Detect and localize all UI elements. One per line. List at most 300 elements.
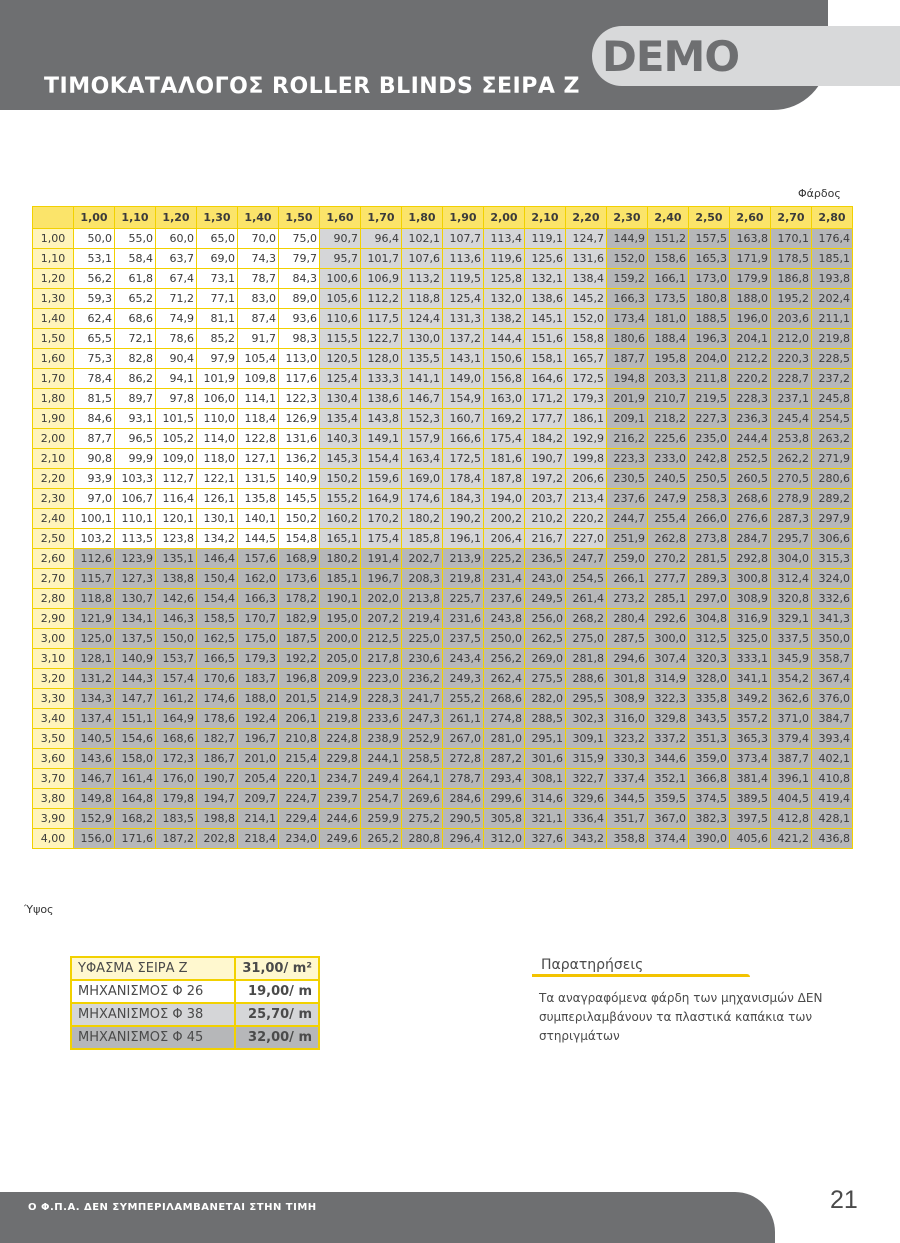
price-cell: 179,3 — [238, 649, 279, 669]
price-cell: 147,7 — [115, 689, 156, 709]
price-cell: 169,2 — [484, 409, 525, 429]
price-cell: 195,0 — [320, 609, 361, 629]
price-cell: 138,2 — [484, 309, 525, 329]
price-cell: 172,3 — [156, 749, 197, 769]
price-cell: 290,5 — [443, 809, 484, 829]
price-cell: 159,2 — [607, 269, 648, 289]
price-cell: 170,2 — [361, 509, 402, 529]
width-header-cell: 2,60 — [730, 207, 771, 229]
price-cell: 201,5 — [279, 689, 320, 709]
price-cell: 143,1 — [443, 349, 484, 369]
price-cell: 135,4 — [320, 409, 361, 429]
price-cell: 209,1 — [607, 409, 648, 429]
price-cell: 196,0 — [730, 309, 771, 329]
price-cell: 202,0 — [361, 589, 402, 609]
price-cell: 173,0 — [689, 269, 730, 289]
price-cell: 63,7 — [156, 249, 197, 269]
price-cell: 65,0 — [197, 229, 238, 249]
price-cell: 65,5 — [74, 329, 115, 349]
height-header-cell: 2,00 — [33, 429, 74, 449]
price-cell: 352,1 — [648, 769, 689, 789]
price-cell: 84,3 — [279, 269, 320, 289]
price-cell: 275,5 — [525, 669, 566, 689]
price-cell: 140,1 — [238, 509, 279, 529]
price-cell: 121,9 — [74, 609, 115, 629]
price-cell: 287,3 — [771, 509, 812, 529]
price-cell: 211,1 — [812, 309, 853, 329]
table-row — [33, 429, 853, 449]
price-cell: 134,1 — [115, 609, 156, 629]
price-cell: 312,0 — [484, 829, 525, 849]
width-header-cell: 1,40 — [238, 207, 279, 229]
price-cell: 146,7 — [74, 769, 115, 789]
width-header-cell: 1,10 — [115, 207, 156, 229]
price-cell: 359,5 — [648, 789, 689, 809]
price-cell: 296,4 — [443, 829, 484, 849]
price-cell: 145,1 — [525, 309, 566, 329]
price-cell: 145,5 — [279, 489, 320, 509]
price-cell: 143,6 — [74, 749, 115, 769]
price-cell: 278,9 — [771, 489, 812, 509]
price-cell: 330,3 — [607, 749, 648, 769]
price-cell: 268,6 — [484, 689, 525, 709]
price-cell: 176,4 — [812, 229, 853, 249]
price-cell: 219,4 — [402, 609, 443, 629]
price-cell: 203,3 — [648, 369, 689, 389]
price-cell: 327,6 — [525, 829, 566, 849]
price-cell: 306,6 — [812, 529, 853, 549]
price-cell: 141,1 — [402, 369, 443, 389]
price-cell: 402,1 — [812, 749, 853, 769]
price-cell: 243,8 — [484, 609, 525, 629]
price-cell: 138,6 — [361, 389, 402, 409]
price-cell: 157,5 — [689, 229, 730, 249]
price-cell: 187,7 — [607, 349, 648, 369]
price-cell: 94,1 — [156, 369, 197, 389]
price-cell: 254,7 — [361, 789, 402, 809]
width-header-cell: 1,20 — [156, 207, 197, 229]
price-cell: 201,9 — [607, 389, 648, 409]
notes-title: Παρατηρήσεις — [541, 957, 644, 973]
price-cell: 220,1 — [279, 769, 320, 789]
height-header-cell: 2,20 — [33, 469, 74, 489]
price-cell: 210,2 — [525, 509, 566, 529]
height-header-cell: 4,00 — [33, 829, 74, 849]
price-cell: 154,8 — [279, 529, 320, 549]
price-cell: 166,3 — [238, 589, 279, 609]
table-row — [33, 289, 853, 309]
price-cell: 126,1 — [197, 489, 238, 509]
price-cell: 187,5 — [279, 629, 320, 649]
price-cell: 53,1 — [74, 249, 115, 269]
price-cell: 149,8 — [74, 789, 115, 809]
price-cell: 359,0 — [689, 749, 730, 769]
price-cell: 78,7 — [238, 269, 279, 289]
width-header-cell: 1,90 — [443, 207, 484, 229]
price-cell: 133,3 — [361, 369, 402, 389]
price-cell: 175,0 — [238, 629, 279, 649]
price-cell: 292,8 — [730, 549, 771, 569]
price-cell: 341,1 — [730, 669, 771, 689]
price-cell: 315,3 — [812, 549, 853, 569]
price-cell: 204,1 — [730, 329, 771, 349]
price-cell: 295,1 — [525, 729, 566, 749]
price-cell: 179,8 — [156, 789, 197, 809]
price-cell: 112,2 — [361, 289, 402, 309]
price-cell: 134,2 — [197, 529, 238, 549]
price-cell: 237,6 — [484, 589, 525, 609]
price-cell: 158,6 — [648, 249, 689, 269]
price-cell: 219,5 — [689, 389, 730, 409]
price-cell: 144,4 — [484, 329, 525, 349]
width-header-cell: 2,80 — [812, 207, 853, 229]
price-cell: 249,4 — [361, 769, 402, 789]
price-cell: 107,7 — [443, 229, 484, 249]
price-cell: 132,0 — [484, 289, 525, 309]
price-cell: 122,7 — [361, 329, 402, 349]
price-cell: 225,0 — [402, 629, 443, 649]
height-header-cell: 2,40 — [33, 509, 74, 529]
price-cell: 109,8 — [238, 369, 279, 389]
price-cell: 178,4 — [443, 469, 484, 489]
price-cell: 166,1 — [648, 269, 689, 289]
height-header-cell: 3,00 — [33, 629, 74, 649]
price-cell: 175,4 — [484, 429, 525, 449]
price-cell: 69,0 — [197, 249, 238, 269]
price-cell: 101,7 — [361, 249, 402, 269]
price-cell: 163,4 — [402, 449, 443, 469]
table-row — [33, 229, 853, 249]
price-cell: 84,6 — [74, 409, 115, 429]
price-cell: 131,5 — [238, 469, 279, 489]
fabric-name: ΥΦΑΣΜΑ ΣΕΙΡΑ Ζ — [71, 957, 235, 980]
table-row — [33, 249, 853, 269]
price-cell: 228,3 — [730, 389, 771, 409]
price-cell: 410,8 — [812, 769, 853, 789]
price-cell: 214,1 — [238, 809, 279, 829]
price-cell: 404,5 — [771, 789, 812, 809]
price-cell: 123,8 — [156, 529, 197, 549]
fabric-row — [71, 957, 319, 980]
price-cell: 85,2 — [197, 329, 238, 349]
price-cell: 183,5 — [156, 809, 197, 829]
price-cell: 219,8 — [443, 569, 484, 589]
price-cell: 180,2 — [402, 509, 443, 529]
price-cell: 284,7 — [730, 529, 771, 549]
price-cell: 214,9 — [320, 689, 361, 709]
price-cell: 344,6 — [648, 749, 689, 769]
price-cell: 164,6 — [525, 369, 566, 389]
price-cell: 97,0 — [74, 489, 115, 509]
fabric-price: 31,00/ m² — [235, 957, 319, 980]
price-cell: 275,0 — [566, 629, 607, 649]
price-cell: 281,0 — [484, 729, 525, 749]
price-cell: 118,4 — [238, 409, 279, 429]
price-cell: 236,3 — [730, 409, 771, 429]
price-cell: 263,2 — [812, 429, 853, 449]
price-cell: 207,2 — [361, 609, 402, 629]
page-number: 21 — [830, 1186, 858, 1214]
fabric-name: ΜΗΧΑΝΙΣΜΟΣ Φ 26 — [71, 980, 235, 1003]
width-header-cell: 2,70 — [771, 207, 812, 229]
table-row — [33, 809, 853, 829]
price-cell: 213,9 — [443, 549, 484, 569]
price-cell: 308,1 — [525, 769, 566, 789]
price-cell: 68,6 — [115, 309, 156, 329]
price-cell: 272,8 — [443, 749, 484, 769]
price-cell: 125,6 — [525, 249, 566, 269]
price-cell: 421,2 — [771, 829, 812, 849]
price-cell: 177,7 — [525, 409, 566, 429]
price-cell: 234,7 — [320, 769, 361, 789]
price-cell: 262,8 — [648, 529, 689, 549]
table-row — [33, 269, 853, 289]
price-cell: 78,6 — [156, 329, 197, 349]
price-cell: 231,4 — [484, 569, 525, 589]
price-cell: 71,2 — [156, 289, 197, 309]
price-cell: 86,2 — [115, 369, 156, 389]
price-cell: 321,1 — [525, 809, 566, 829]
table-row — [33, 769, 853, 789]
price-cell: 223,0 — [361, 669, 402, 689]
price-cell: 93,6 — [279, 309, 320, 329]
price-cell: 165,7 — [566, 349, 607, 369]
table-row — [33, 449, 853, 469]
price-cell: 188,0 — [238, 689, 279, 709]
price-cell: 200,2 — [484, 509, 525, 529]
price-cell: 281,8 — [566, 649, 607, 669]
price-cell: 314,6 — [525, 789, 566, 809]
fabric-row — [71, 980, 319, 1003]
price-cell: 332,6 — [812, 589, 853, 609]
price-cell: 181,6 — [484, 449, 525, 469]
price-cell: 308,9 — [730, 589, 771, 609]
price-cell: 345,9 — [771, 649, 812, 669]
price-cell: 103,2 — [74, 529, 115, 549]
price-cell: 99,9 — [115, 449, 156, 469]
price-cell: 179,3 — [566, 389, 607, 409]
price-cell: 265,2 — [361, 829, 402, 849]
price-cell: 255,2 — [443, 689, 484, 709]
price-cell: 254,5 — [566, 569, 607, 589]
price-cell: 255,4 — [648, 509, 689, 529]
price-cell: 268,2 — [566, 609, 607, 629]
price-cell: 202,7 — [402, 549, 443, 569]
price-cell: 227,0 — [566, 529, 607, 549]
height-header-cell: 3,80 — [33, 789, 74, 809]
price-cell: 300,8 — [730, 569, 771, 589]
price-cell: 190,7 — [197, 769, 238, 789]
price-cell: 173,6 — [279, 569, 320, 589]
price-cell: 122,3 — [279, 389, 320, 409]
price-cell: 194,8 — [607, 369, 648, 389]
price-cell: 374,4 — [648, 829, 689, 849]
price-cell: 316,9 — [730, 609, 771, 629]
price-cell: 304,8 — [689, 609, 730, 629]
price-cell: 297,0 — [689, 589, 730, 609]
price-cell: 102,1 — [402, 229, 443, 249]
price-cell: 224,8 — [320, 729, 361, 749]
price-cell: 178,6 — [197, 709, 238, 729]
price-cell: 308,9 — [607, 689, 648, 709]
fabric-name: ΜΗΧΑΝΙΣΜΟΣ Φ 38 — [71, 1003, 235, 1026]
price-cell: 316,0 — [607, 709, 648, 729]
price-cell: 138,4 — [566, 269, 607, 289]
price-cell: 61,8 — [115, 269, 156, 289]
price-cell: 436,8 — [812, 829, 853, 849]
footer-bar — [0, 1192, 775, 1243]
price-cell: 137,4 — [74, 709, 115, 729]
table-row — [33, 649, 853, 669]
price-cell: 131,2 — [74, 669, 115, 689]
price-cell: 209,7 — [238, 789, 279, 809]
price-cell: 374,5 — [689, 789, 730, 809]
price-cell: 252,9 — [402, 729, 443, 749]
price-cell: 50,0 — [74, 229, 115, 249]
fabric-row — [71, 1026, 319, 1049]
price-cell: 150,6 — [484, 349, 525, 369]
price-cell: 109,0 — [156, 449, 197, 469]
price-cell: 365,3 — [730, 729, 771, 749]
width-header-cell: 2,20 — [566, 207, 607, 229]
price-cell: 261,1 — [443, 709, 484, 729]
price-cell: 100,1 — [74, 509, 115, 529]
price-cell: 58,4 — [115, 249, 156, 269]
price-cell: 190,7 — [525, 449, 566, 469]
price-cell: 134,3 — [74, 689, 115, 709]
price-cell: 260,5 — [730, 469, 771, 489]
price-cell: 419,4 — [812, 789, 853, 809]
price-cell: 350,0 — [812, 629, 853, 649]
price-cell: 225,2 — [484, 549, 525, 569]
price-cell: 196,3 — [689, 329, 730, 349]
price-cell: 140,9 — [279, 469, 320, 489]
price-cell: 165,3 — [689, 249, 730, 269]
price-cell: 247,3 — [402, 709, 443, 729]
price-cell: 90,4 — [156, 349, 197, 369]
price-cell: 165,1 — [320, 529, 361, 549]
price-cell: 216,2 — [607, 429, 648, 449]
width-header-cell: 2,40 — [648, 207, 689, 229]
price-cell: 170,7 — [238, 609, 279, 629]
price-cell: 186,1 — [566, 409, 607, 429]
price-cell: 112,7 — [156, 469, 197, 489]
height-header-cell: 1,10 — [33, 249, 74, 269]
price-cell: 215,4 — [279, 749, 320, 769]
price-cell: 405,6 — [730, 829, 771, 849]
price-cell: 72,1 — [115, 329, 156, 349]
price-cell: 155,2 — [320, 489, 361, 509]
height-header-cell: 3,90 — [33, 809, 74, 829]
price-cell: 216,7 — [525, 529, 566, 549]
price-cell: 105,4 — [238, 349, 279, 369]
fabric-price: 25,70/ m — [235, 1003, 319, 1026]
price-cell: 113,0 — [279, 349, 320, 369]
price-cell: 171,6 — [115, 829, 156, 849]
table-row — [33, 389, 853, 409]
price-cell: 228,5 — [812, 349, 853, 369]
price-cell: 130,1 — [197, 509, 238, 529]
price-cell: 187,2 — [156, 829, 197, 849]
price-cell: 136,2 — [279, 449, 320, 469]
price-cell: 269,0 — [525, 649, 566, 669]
price-cell: 144,9 — [607, 229, 648, 249]
width-header-cell: 1,30 — [197, 207, 238, 229]
price-cell: 158,1 — [525, 349, 566, 369]
price-cell: 156,0 — [74, 829, 115, 849]
height-header-cell: 2,70 — [33, 569, 74, 589]
price-cell: 230,5 — [607, 469, 648, 489]
price-cell: 256,2 — [484, 649, 525, 669]
height-header-cell: 1,30 — [33, 289, 74, 309]
price-cell: 152,0 — [607, 249, 648, 269]
price-cell: 238,9 — [361, 729, 402, 749]
price-cell: 180,2 — [320, 549, 361, 569]
height-header-cell: 2,30 — [33, 489, 74, 509]
price-cell: 315,9 — [566, 749, 607, 769]
price-cell: 225,7 — [443, 589, 484, 609]
price-cell: 150,2 — [320, 469, 361, 489]
price-cell: 170,6 — [197, 669, 238, 689]
price-cell: 382,3 — [689, 809, 730, 829]
price-cell: 154,4 — [197, 589, 238, 609]
price-cell: 185,8 — [402, 529, 443, 549]
width-header-cell: 1,70 — [361, 207, 402, 229]
price-cell: 74,3 — [238, 249, 279, 269]
price-cell: 300,0 — [648, 629, 689, 649]
table-row — [33, 569, 853, 589]
price-cell: 125,4 — [320, 369, 361, 389]
height-header-cell: 1,70 — [33, 369, 74, 389]
price-cell: 117,6 — [279, 369, 320, 389]
width-header-cell: 2,50 — [689, 207, 730, 229]
price-cell: 233,0 — [648, 449, 689, 469]
price-cell: 367,4 — [812, 669, 853, 689]
price-cell: 233,6 — [361, 709, 402, 729]
price-cell: 158,5 — [197, 609, 238, 629]
price-cell: 173,5 — [648, 289, 689, 309]
price-cell: 266,0 — [689, 509, 730, 529]
price-cell: 191,4 — [361, 549, 402, 569]
price-cell: 169,0 — [402, 469, 443, 489]
price-cell: 203,7 — [525, 489, 566, 509]
price-cell: 120,1 — [156, 509, 197, 529]
price-cell: 173,4 — [607, 309, 648, 329]
price-cell: 196,8 — [279, 669, 320, 689]
price-cell: 137,2 — [443, 329, 484, 349]
height-header-cell: 2,80 — [33, 589, 74, 609]
price-cell: 137,5 — [115, 629, 156, 649]
price-cell: 106,0 — [197, 389, 238, 409]
price-cell: 130,0 — [402, 329, 443, 349]
price-cell: 131,6 — [566, 249, 607, 269]
price-cell: 320,3 — [689, 649, 730, 669]
price-cell: 193,8 — [812, 269, 853, 289]
price-cell: 122,1 — [197, 469, 238, 489]
price-cell: 270,5 — [771, 469, 812, 489]
price-cell: 323,2 — [607, 729, 648, 749]
price-cell: 236,2 — [402, 669, 443, 689]
price-cell: 218,4 — [238, 829, 279, 849]
price-cell: 87,4 — [238, 309, 279, 329]
price-cell: 112,6 — [74, 549, 115, 569]
price-cell: 294,6 — [607, 649, 648, 669]
price-cell: 240,5 — [648, 469, 689, 489]
table-row — [33, 469, 853, 489]
table-row — [33, 489, 853, 509]
price-cell: 184,3 — [443, 489, 484, 509]
price-cell: 130,7 — [115, 589, 156, 609]
